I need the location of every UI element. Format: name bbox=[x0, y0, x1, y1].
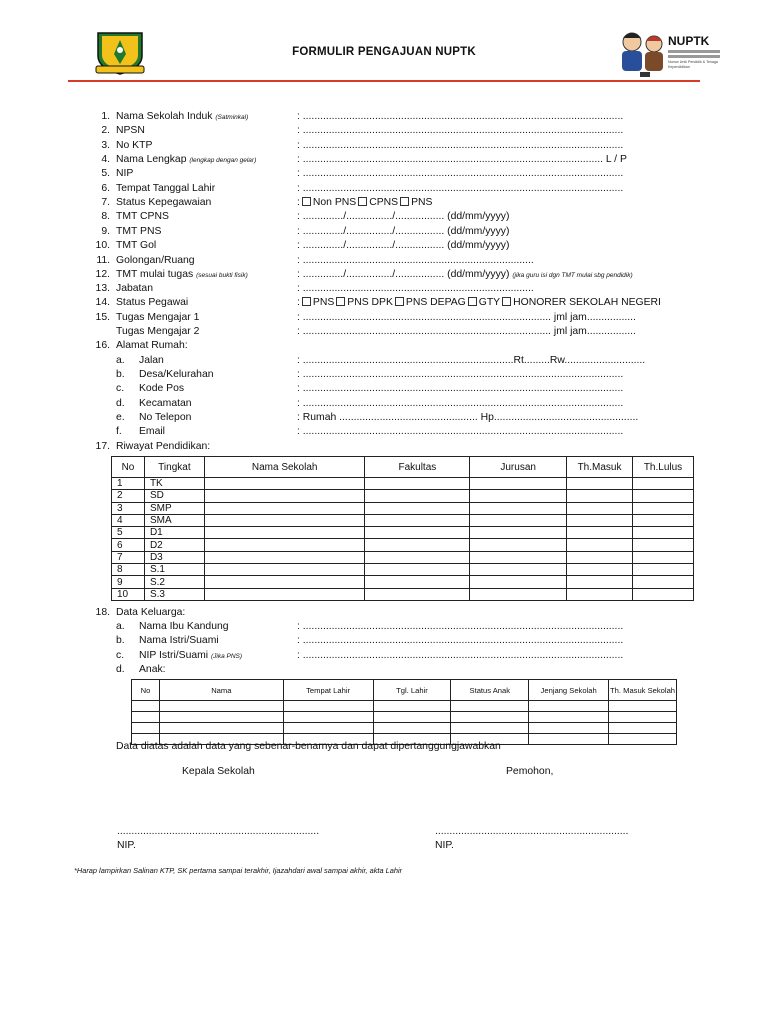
column-header: Th.Lulus bbox=[633, 457, 694, 478]
nuptk-logo-text: NUPTK bbox=[668, 34, 710, 48]
field-input[interactable]: : ............../................/................. (dd/mm/yyyy) bbox=[297, 211, 510, 222]
field-input[interactable]: : ............................................................................................................... bbox=[297, 398, 624, 409]
nuptk-logo bbox=[612, 26, 728, 80]
field-label: Status Kepegawaian bbox=[116, 197, 212, 208]
status-kepegawaian-options: : Non PNS CPNS PNS bbox=[297, 197, 433, 208]
field-row: 1. Nama Sekolah Induk (Satminkal) : ............................................................................................................... bbox=[0, 110, 768, 124]
column-header: Tgl. Lahir bbox=[373, 680, 451, 701]
checkbox[interactable] bbox=[468, 297, 477, 306]
column-header: Fakultas bbox=[365, 457, 470, 478]
field-input[interactable]: : ................................................................................ bbox=[297, 283, 534, 294]
header-divider bbox=[68, 80, 700, 82]
field-input[interactable]: : ............................................................................................................... bbox=[297, 183, 624, 194]
field-label: Nama Lengkap (lengkap dengan gelar) bbox=[116, 154, 257, 165]
column-header: Nama bbox=[159, 680, 283, 701]
column-header: Jurusan bbox=[470, 457, 567, 478]
field-label: Tempat Tanggal Lahir bbox=[116, 183, 216, 194]
nuptk-logo-subtext: Nomor Unik Pendidik & Tenaga Kependidikan bbox=[668, 60, 718, 69]
address-row: f. Email : ............................................................................................................... bbox=[116, 426, 624, 437]
applicant-signature-line[interactable]: ................................................................... bbox=[435, 826, 629, 837]
field-row: 3. No KTP : ............................................................................................................... bbox=[101, 140, 624, 151]
field-row: 9. TMT PNS : ............../................/................. (dd/mm/yyyy) bbox=[101, 226, 510, 237]
field-label: TMT PNS bbox=[116, 226, 162, 237]
table-row: 2 SD bbox=[112, 490, 694, 502]
address-row: c. Kode Pos : ............................................................................................................... bbox=[116, 383, 624, 394]
field-row: 2. NPSN : ............................................................................................................... bbox=[101, 125, 624, 136]
field-label: Tugas Mengajar 1 bbox=[116, 312, 200, 323]
principal-nip-label: NIP. bbox=[117, 840, 136, 851]
field-input[interactable]: : ................................................................................ bbox=[297, 255, 534, 266]
checkbox[interactable] bbox=[302, 197, 311, 206]
field-input[interactable]: : ............................................................................................................... bbox=[297, 621, 624, 632]
field-label: Alamat Rumah: bbox=[116, 340, 188, 351]
field-row: 18. Data Keluarga: bbox=[95, 607, 186, 618]
principal-signature-title: Kepala Sekolah bbox=[182, 766, 255, 777]
address-row: d. Kecamatan : ............................................................................................................... bbox=[116, 398, 624, 409]
field-input[interactable]: : ............................................................................................................... bbox=[297, 426, 624, 437]
field-label: Email bbox=[139, 426, 165, 437]
column-header: Tingkat bbox=[144, 457, 204, 478]
table-row bbox=[132, 712, 677, 723]
field-input[interactable]: : ............................................................................................................... bbox=[297, 635, 624, 646]
column-header: Nama Sekolah bbox=[204, 457, 365, 478]
principal-signature-line[interactable]: ...................................................................... bbox=[117, 826, 320, 837]
field-row: 12. TMT mulai tugas (sesuai bukti fisik) : ............../................/................. (dd/mm/yyyy) (jika guru isi dgn TMT mulai sbg pendidik) bbox=[0, 268, 768, 282]
column-header: Jenjang Sekolah bbox=[529, 680, 609, 701]
field-label: Desa/Kelurahan bbox=[139, 369, 214, 380]
table-row: 3 SMP bbox=[112, 502, 694, 514]
column-header: Tempat Lahir bbox=[283, 680, 373, 701]
checkbox[interactable] bbox=[336, 297, 345, 306]
field-row: 13. Jabatan : ................................................................................ bbox=[95, 283, 534, 294]
field-row: 8. TMT CPNS : ............../................/................. (dd/mm/yyyy) bbox=[101, 211, 510, 222]
field-row: 17. Riwayat Pendidikan: bbox=[95, 441, 211, 452]
field-input[interactable]: : ............../................/................. (dd/mm/yyyy) bbox=[297, 240, 510, 251]
field-label: No Telepon bbox=[139, 412, 192, 423]
table-row: 7 D3 bbox=[112, 551, 694, 563]
field-row: 5. NIP : ............................................................................................................... bbox=[101, 168, 624, 179]
address-row: b. Desa/Kelurahan : ............................................................................................................... bbox=[116, 369, 624, 380]
field-input[interactable]: : ............................................................................................................... bbox=[297, 650, 624, 661]
field-input[interactable]: : ............................................................................................................... bbox=[297, 369, 624, 380]
status-pegawai-options: : PNS PNS DPK PNS DEPAG GTY HONORER SEKOLAH NEGERI bbox=[297, 297, 661, 308]
column-header: No bbox=[132, 680, 160, 701]
checkbox[interactable] bbox=[502, 297, 511, 306]
checkbox[interactable] bbox=[395, 297, 404, 306]
field-label: Nama Istri/Suami bbox=[139, 635, 219, 646]
field-row: 15. Tugas Mengajar 1 : ...................................................................................... jml jam................. bbox=[95, 312, 636, 323]
declaration-text: Data diatas adalah data yang sebenar-benarnya dan dapat dipertanggungjawabkan bbox=[116, 741, 501, 752]
table-row bbox=[132, 723, 677, 734]
family-row: d. Anak: bbox=[116, 664, 166, 675]
field-row: 7. Status Kepegawaian : Non PNS CPNS PNS bbox=[101, 197, 433, 208]
column-header: Status Anak bbox=[451, 680, 529, 701]
field-input[interactable]: : ........................................................................................................ L / P bbox=[297, 154, 627, 165]
family-row: b. Nama Istri/Suami : ............................................................................................................... bbox=[116, 635, 624, 646]
column-header: No bbox=[112, 457, 145, 478]
checkbox[interactable] bbox=[302, 297, 311, 306]
education-table bbox=[111, 456, 694, 601]
field-input[interactable]: : ............................................................................................................... bbox=[297, 168, 624, 179]
field-input[interactable]: : ............................................................................................................... bbox=[297, 111, 624, 122]
field-input[interactable]: : .........................................................................Rt.........Rw............................ bbox=[297, 355, 646, 366]
field-label: Tugas Mengajar 2 bbox=[116, 326, 200, 337]
table-row bbox=[132, 701, 677, 712]
checkbox[interactable] bbox=[358, 197, 367, 206]
table-row: 5 D1 bbox=[112, 527, 694, 539]
field-label: Riwayat Pendidikan: bbox=[116, 441, 211, 452]
field-input[interactable]: : ............................................................................................................... bbox=[297, 140, 624, 151]
field-label: NPSN bbox=[116, 125, 145, 136]
field-row: 14. Status Pegawai : PNS PNS DPK PNS DEPAG GTY HONORER SEKOLAH NEGERI bbox=[95, 297, 661, 308]
table-header-row bbox=[132, 680, 677, 701]
field-label: Kecamatan bbox=[139, 398, 192, 409]
field-label: TMT mulai tugas (sesuai bukti fisik) bbox=[116, 269, 248, 280]
field-label: Golongan/Ruang bbox=[116, 255, 195, 266]
address-row: a. Jalan : .........................................................................Rt.........Rw............................ bbox=[116, 355, 646, 366]
table-row: 1 TK bbox=[112, 478, 694, 490]
table-row: 9 S.2 bbox=[112, 576, 694, 588]
field-input[interactable]: : ............../................/................. (dd/mm/yyyy) (jika guru isi dgn TMT mulai sbg pendidik) bbox=[297, 269, 633, 280]
field-label: NIP Istri/Suami (Jika PNS) bbox=[139, 650, 243, 661]
field-input[interactable]: : ...................................................................................... jml jam................. bbox=[297, 312, 636, 323]
field-input[interactable]: : ............................................................................................................... bbox=[297, 383, 624, 394]
field-label: Nama Sekolah Induk (Satminkal) bbox=[116, 111, 249, 122]
footnote: *Harap lampirkan Salinan KTP, SK pertama sampai terakhir, Ijazahdari awal sampai akhir, akta Lahir bbox=[74, 866, 403, 875]
children-table bbox=[131, 679, 677, 745]
field-input[interactable]: : ............../................/................. (dd/mm/yyyy) bbox=[297, 226, 510, 237]
field-label: TMT Gol bbox=[116, 240, 157, 251]
field-input[interactable]: : Rumah ................................................ Hp.................................................. bbox=[297, 412, 639, 423]
field-row bbox=[0, 325, 768, 339]
field-input[interactable]: : ............................................................................................................... bbox=[297, 125, 624, 136]
field-label: Jabatan bbox=[116, 283, 153, 294]
table-row: 10 S.3 bbox=[112, 588, 694, 600]
field-label: No KTP bbox=[116, 140, 153, 151]
field-label: Jalan bbox=[139, 355, 164, 366]
field-label: Status Pegawai bbox=[116, 297, 189, 308]
field-input[interactable]: : ...................................................................................... jml jam................. bbox=[297, 326, 636, 337]
address-row: e. No Telepon : Rumah ................................................ Hp.................................................. bbox=[116, 412, 639, 423]
field-row: 11. Golongan/Ruang : ................................................................................ bbox=[96, 255, 534, 266]
field-row: 10. TMT Gol : ............../................/................. (dd/mm/yyyy) bbox=[95, 240, 510, 251]
field-row: 16. Alamat Rumah: bbox=[95, 340, 188, 351]
field-label: Kode Pos bbox=[139, 383, 185, 394]
table-header-row bbox=[112, 457, 694, 478]
applicant-nip-label: NIP. bbox=[435, 840, 454, 851]
column-header: Th.Masuk bbox=[567, 457, 633, 478]
form-title: FORMULIR PENGAJUAN NUPTK bbox=[292, 46, 476, 58]
field-row: 6. Tempat Tanggal Lahir : ............................................................................................................... bbox=[101, 183, 624, 194]
family-row: a. Nama Ibu Kandung : ............................................................................................................... bbox=[116, 621, 624, 632]
applicant-signature-title: Pemohon, bbox=[506, 766, 554, 777]
field-label: Anak: bbox=[139, 664, 166, 675]
field-label: Nama Ibu Kandung bbox=[139, 621, 229, 632]
checkbox[interactable] bbox=[400, 197, 409, 206]
family-row: c. NIP Istri/Suami (Jika PNS) : ............................................................................................................... bbox=[0, 649, 768, 663]
field-label: Data Keluarga: bbox=[116, 607, 186, 618]
field-row: 4. Nama Lengkap (lengkap dengan gelar) : ........................................................................................................ L / P bbox=[0, 153, 768, 167]
column-header: Th. Masuk Sekolah bbox=[609, 680, 677, 701]
field-label: TMT CPNS bbox=[116, 211, 169, 222]
table-row: 6 D2 bbox=[112, 539, 694, 551]
table-row: 8 S.1 bbox=[112, 564, 694, 576]
table-row: 4 SMA bbox=[112, 514, 694, 526]
field-label: NIP bbox=[116, 168, 134, 179]
